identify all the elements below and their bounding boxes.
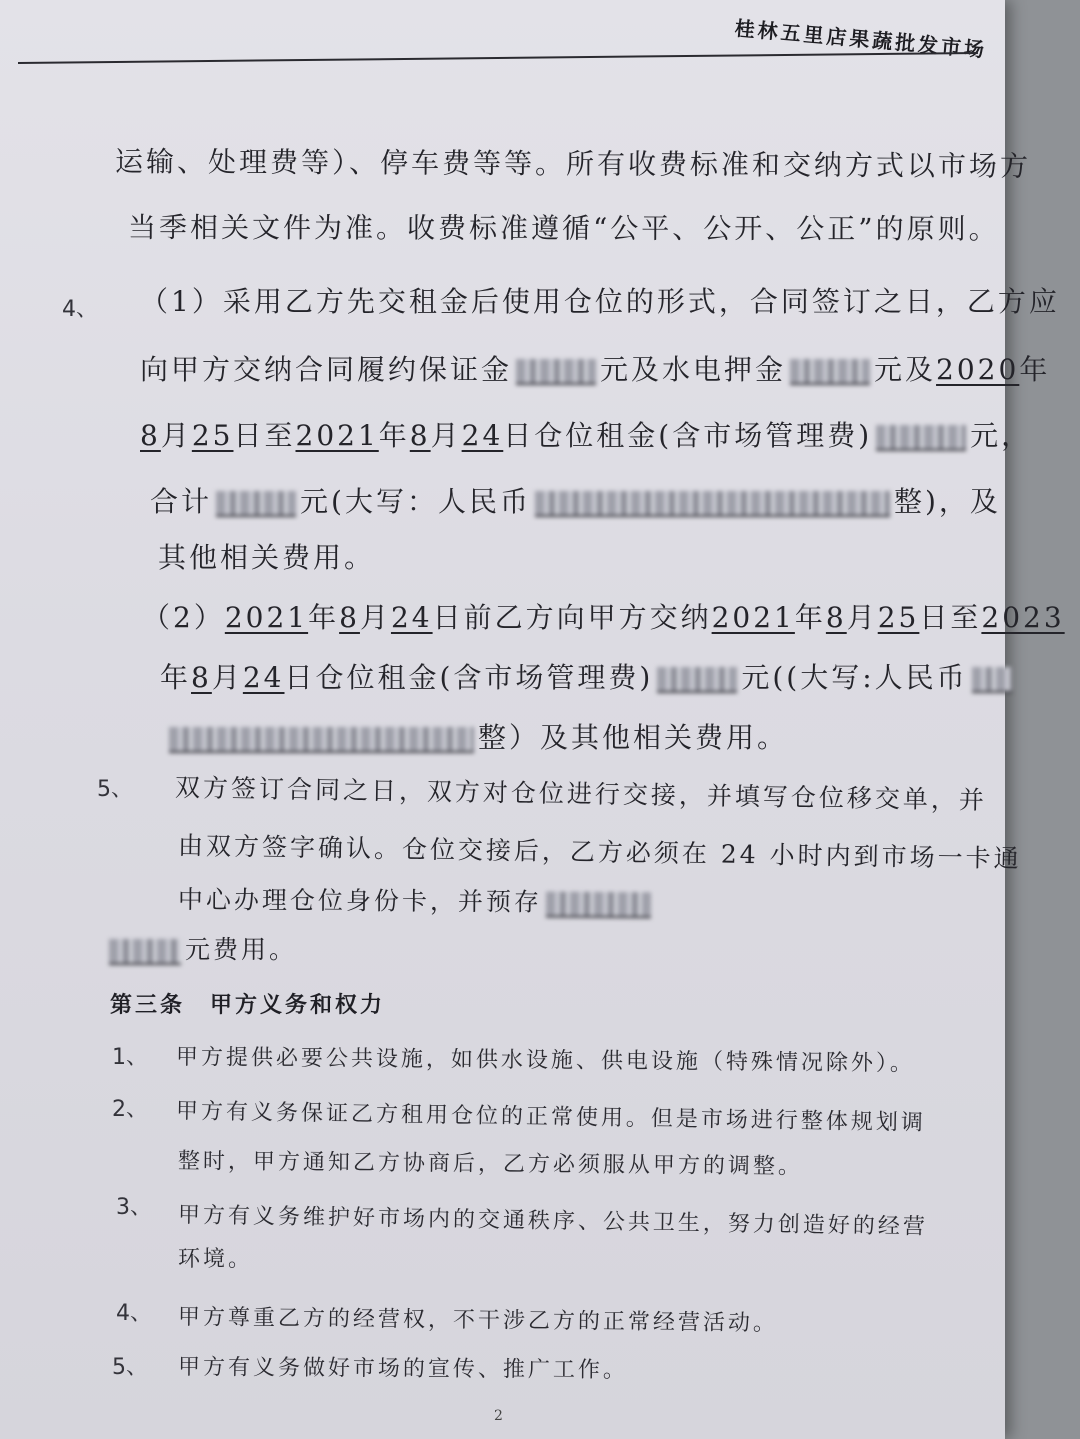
article-3-item-1: 甲方提供必要公共设施，如供水设施、供电设施（特殊情况除外）。 xyxy=(175,1045,916,1077)
item-number: 4、 xyxy=(116,1301,152,1326)
redacted-amount-words xyxy=(535,491,890,517)
redacted-amount-words xyxy=(972,667,1012,693)
paragraph-line: 当季相关文件为准。收费标准遵循“公平、公开、公正”的原则。 xyxy=(127,211,1000,246)
text-segment: 年 xyxy=(378,419,410,452)
page-header xyxy=(0,0,1005,70)
text-segment: 日至 xyxy=(919,601,982,634)
clause4-sub2-line-3 xyxy=(165,716,788,756)
clause4-line-2 xyxy=(140,348,1050,388)
filled-month: 8 xyxy=(339,601,360,634)
text-segment: 月 xyxy=(160,419,192,452)
filled-day: 24 xyxy=(242,661,285,694)
text-segment: 元及水电押金 xyxy=(600,353,787,386)
redacted-amount xyxy=(790,359,870,385)
clause5-line-2: 由双方签字确认。仓位交接后，乙方必须在 24 小时内到市场一卡通 xyxy=(177,831,1022,874)
text-segment: 月 xyxy=(846,601,878,634)
text-segment: 日至 xyxy=(233,419,296,452)
filled-year: 2021 xyxy=(711,601,795,634)
text-segment: 元((大写:人民币 xyxy=(741,661,968,694)
article-3-item-3-line-1: 甲方有义务维护好市场内的交通秩序、公共卫生，努力创造好的经营 xyxy=(177,1203,929,1240)
redacted-amount xyxy=(876,425,966,451)
text-segment: 日前乙方向甲方交纳 xyxy=(432,601,712,634)
text-segment: 日仓位租金(含市场管理费) xyxy=(284,661,654,694)
text-segment: 中心办理仓位身份卡，并预存 xyxy=(177,885,543,917)
article-3-title: 第三条 甲方义务和权力 xyxy=(110,993,386,1018)
article-3-item-4: 甲方尊重乙方的经营权，不干涉乙方的正常经营活动。 xyxy=(177,1305,779,1337)
item-number: 2、 xyxy=(112,1097,148,1122)
article-3-item-3-line-2: 环境。 xyxy=(178,1247,254,1272)
article-3-item-2-line-1: 甲方有义务保证乙方租用仓位的正常使用。但是市场进行整体规划调 xyxy=(175,1099,927,1136)
text-segment: 年 xyxy=(1019,353,1051,386)
filled-month: 8 xyxy=(409,419,431,452)
text-segment: 合计 xyxy=(150,485,213,518)
paragraph-line: 运输、处理费等）、停车费等等。所有收费标准和交纳方式以市场方 xyxy=(114,145,1032,183)
header-rule xyxy=(18,52,978,64)
text-segment: 元(大写：人民币 xyxy=(300,485,531,518)
text-segment: 月 xyxy=(359,601,391,634)
filled-month: 8 xyxy=(191,661,212,694)
filled-year: 2023 xyxy=(981,601,1065,634)
clause4-line-4 xyxy=(150,480,1001,520)
text-segment: 元及 xyxy=(874,353,937,386)
item-number: 3、 xyxy=(116,1195,152,1220)
clause4-line-5: 其他相关费用。 xyxy=(158,541,376,574)
clause5-line-1: 双方签订合同之日，双方对仓位进行交接，并填写仓位移交单，并 xyxy=(174,773,988,815)
text-segment: 月 xyxy=(430,419,462,452)
filled-year: 2021 xyxy=(224,601,309,634)
filled-year: 2021 xyxy=(295,419,379,452)
redacted-amount xyxy=(657,667,737,693)
redacted-amount xyxy=(516,359,596,385)
text-segment: 元费用。 xyxy=(185,935,298,964)
clause4-sub2-line-2 xyxy=(160,656,1016,696)
text-segment: 月 xyxy=(211,661,243,694)
text-segment: 年 xyxy=(308,601,340,634)
redacted-amount xyxy=(546,891,651,918)
clause-number: 5、 xyxy=(97,777,133,802)
filled-day: 24 xyxy=(461,419,504,452)
text-segment: 年 xyxy=(160,661,192,694)
filled-day: 24 xyxy=(390,601,433,634)
filled-year: 2020 xyxy=(936,353,1020,386)
filled-day: 25 xyxy=(877,601,920,634)
clause4-sub2-line-1 xyxy=(142,596,1065,636)
text-segment: （2） xyxy=(142,601,225,634)
redacted-amount xyxy=(109,939,181,965)
redacted-amount-words xyxy=(169,727,474,753)
clause4-line-1: （1）采用乙方先交租金后使用仓位的形式，合同签订之日，乙方应 xyxy=(140,285,1060,318)
redacted-amount xyxy=(216,491,296,517)
text-segment: 日仓位租金(含市场管理费) xyxy=(503,419,873,452)
article-3-item-2-line-2: 整时，甲方通知乙方协商后，乙方必须服从甲方的调整。 xyxy=(177,1149,804,1180)
page-number: 2 xyxy=(494,1408,503,1424)
clause5-line-4 xyxy=(105,930,297,966)
item-number: 5、 xyxy=(112,1355,148,1380)
filled-month: 8 xyxy=(825,601,847,634)
text-segment: 元， xyxy=(970,419,1033,452)
clause4-line-3 xyxy=(140,414,1032,454)
article-3-item-5: 甲方有义务做好市场的宣传、推广工作。 xyxy=(177,1355,629,1384)
text-segment: 整）及其他相关费用。 xyxy=(478,721,789,754)
text-segment: 整)，及 xyxy=(893,485,1001,518)
filled-month: 8 xyxy=(140,419,161,452)
clause5-line-3 xyxy=(178,880,655,919)
text-segment: 向甲方交纳合同履约保证金 xyxy=(140,353,513,386)
item-number: 1、 xyxy=(112,1045,148,1070)
text-segment: 年 xyxy=(794,601,826,634)
header-title: 桂林五里店果蔬批发市场 xyxy=(733,16,988,62)
clause-number: 4、 xyxy=(62,297,98,322)
filled-day: 25 xyxy=(191,419,234,452)
